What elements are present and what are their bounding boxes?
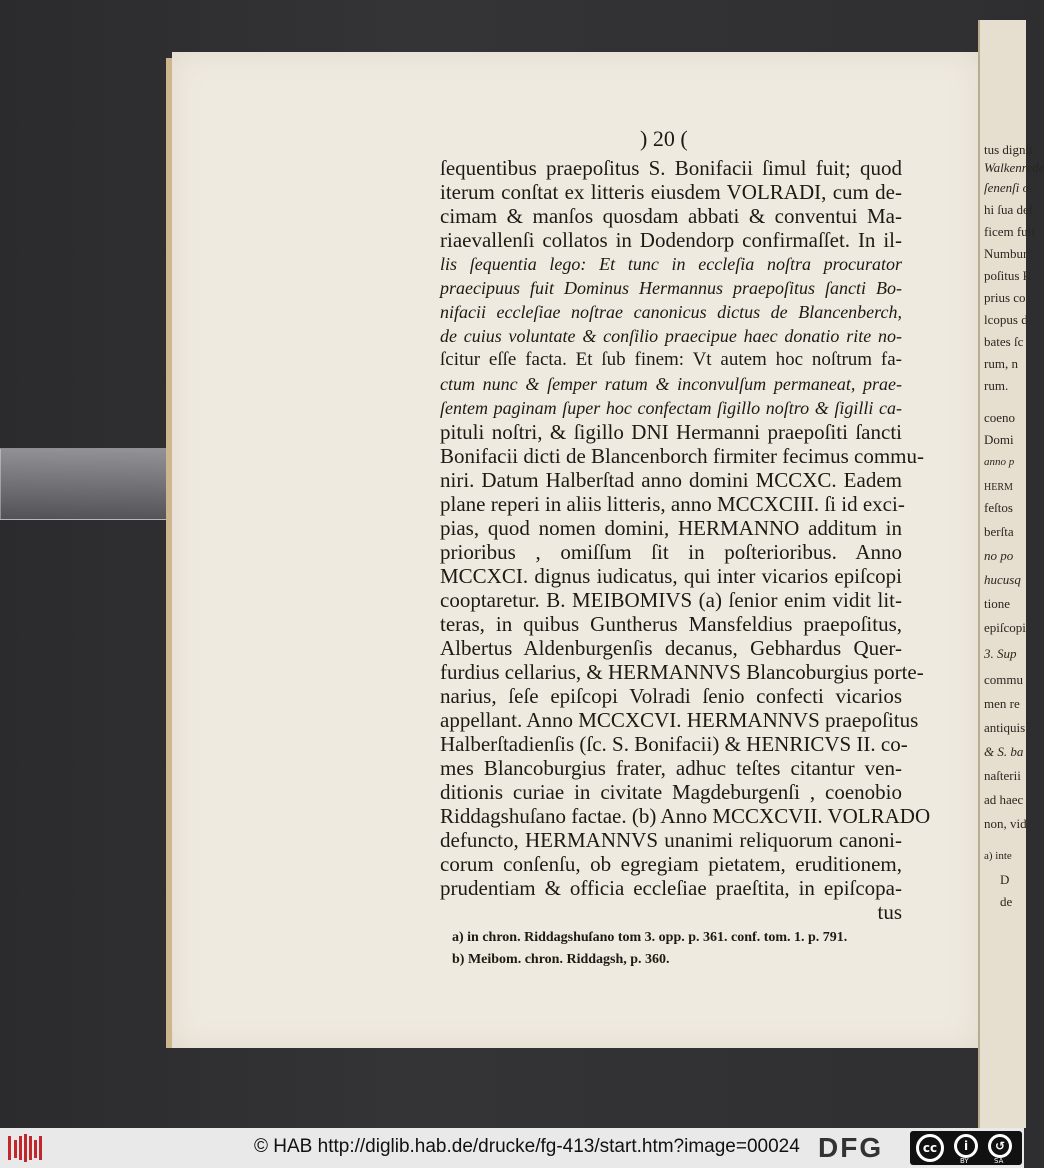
facing-page [978,20,1044,1128]
facing-text-line: Numbur [984,246,1028,261]
facing-text-line: epiſcopi [984,620,1026,635]
text-line: pituli noſtri, & ſigillo DNI Hermanni praepoſiti ſancti [440,420,902,444]
text-line: mes Blancoburgius frater, adhuc teſtes citantur ven- [440,756,902,780]
text-line: ſcitur eſſe facta. Et ſub finem: Vt autem hoc noſtrum fa- [440,349,902,370]
facing-text-line: tione [984,596,1010,611]
text-line: cooptaretur. B. MEIBOMIVS (a) ſenior enim vidit lit- [440,588,902,612]
facing-text-line: a) inte [984,850,1012,862]
viewer-footer [0,1128,1024,1168]
text-line: corum conſenſu, ob egregiam pietatem, eruditionem, [440,852,902,876]
text-line: ſequentibus praepoſitus S. Bonifacii ſimul fuit; quod [440,156,902,180]
text-line: furdius cellarius, & HERMANNVS Blancoburgius porte- [440,660,924,684]
facing-text-line: non, vid [984,816,1027,831]
facing-text-line: hi ſua def [984,202,1034,217]
facing-text-line: HERM [984,482,1013,493]
facing-text-line: hucusq [984,572,1021,587]
text-line: prudentiam & officia eccleſiae praeſtita, in epiſcopa- [440,876,902,900]
text-line: riaevallenſi collatos in Dodendorp confirmaſſet. In il- [440,228,902,252]
text-line: ſentem paginam ſuper hoc confectam ſigillo noſtro & ſigilli ca- [440,398,902,418]
text-line: prioribus , omiſſum ſit in poſterioribus. Anno [440,540,902,564]
dfg-logo: DFG [818,1132,884,1163]
footnote-b: b) Meibom. chron. Riddagsh, p. 360. [452,952,670,967]
facing-text-line: anno p [984,456,1015,468]
by-label: BY [960,1157,969,1165]
text-line: Riddagshuſano factae. (b) Anno MCCXCVII. VOLRADO [440,804,931,828]
facing-text-line: men re [984,696,1020,711]
facing-text-line: naſterii [984,768,1021,783]
facing-text-line: 3. Sup [984,646,1017,661]
text-line: ctum nunc & ſemper ratum & inconvulſum permaneat, prae- [440,374,902,394]
page-header: ) 20 ( [640,126,688,151]
facing-text-line: Walkenrede [984,160,1044,175]
footnote-a: a) in chron. Riddagshuſano tom 3. opp. p. 361. conf. tom. 1. p. 791. [452,930,848,945]
facing-text-line: ſenenſi o. [984,180,1033,195]
text-line: lis ſequentia lego: Et tunc in eccleſia noſtra procurator [440,254,902,274]
facing-text-line: lcopus d [984,312,1028,327]
sa-icon: ↺ [988,1134,1012,1158]
text-line: ditionis curiae in civitate Magdeburgenſi , coenobio [440,780,902,804]
cc-license-icon[interactable] [910,1131,1022,1165]
catchword: tus [877,900,902,924]
text-line: MCCXCI. dignus iudicatus, qui inter vicarios epiſcopi [440,564,902,588]
facing-text-line: de [1000,894,1013,909]
copyright-url[interactable]: © HAB http://diglib.hab.de/drucke/fg-413/start.htm?image=00024 [254,1136,800,1157]
facing-text-line: Domi [984,432,1014,447]
facing-text-line: antiquis [984,720,1026,735]
text-line: niri. Datum Halberſtad anno domini MCCXC. Eadem [440,468,902,492]
text-line: cimam & manſos quosdam abbati & conventui Ma- [440,204,902,228]
text-line: Albertus Aldenburgenſis decanus, Gebhardus Quer- [440,636,902,660]
facing-text-line: & S. ba [984,744,1024,759]
text-line: plane reperi in aliis litteris, anno MCCXCIII. ſi id exci- [440,492,905,516]
text-line: appellant. Anno MCCXCVI. HERMANNVS praepoſitus [440,708,919,732]
text-line: narius, ſeſe epiſcopi Volradi ſenio confecti vicarios [440,684,902,708]
facing-text-line: rum. [984,378,1009,393]
text-line: Halberſtadienſis (ſc. S. Bonifacii) & HENRICVS II. co- [440,732,908,756]
facing-text-line: rum, n [984,356,1018,371]
text-line: pias, quod nomen domini, HERMANNO additum in [440,516,902,540]
facing-text-line: bates ſc [984,334,1024,349]
cc-icon: cc [916,1134,944,1162]
hab-logo-icon [4,1132,44,1164]
facing-text-line: ad haec [984,792,1024,807]
text-line: defuncto, HERMANNVS unanimi reliquorum canoni- [440,828,902,852]
facing-text-line: tus dignit [984,142,1033,157]
text-line: iterum conſtat ex litteris eiusdem VOLRADI, cum de- [440,180,902,204]
text-line: Bonifacii dicti de Blancenborch firmiter fecimus commu- [440,444,925,468]
facing-text-line: feſtos [984,500,1013,515]
facing-text-line: D [1000,872,1010,887]
facing-text-line: prius co [984,290,1026,305]
facing-text-line: ficem fuit [984,224,1035,239]
text-line: praecipuus fuit Dominus Hermannus praepoſitus ſancti Bo- [440,278,902,298]
text-line: nifacii eccleſiae noſtrae canonicus dictus de Blancenberch, [440,302,902,322]
facing-text-line: commu [984,672,1023,687]
sa-label: SA [994,1157,1004,1165]
text-line: teras, in quibus Guntherus Mansfeldius praepoſitus, [440,612,902,636]
facing-text-line: no po [984,548,1014,563]
by-icon: i [954,1134,978,1158]
facing-text-line: berſta [984,524,1014,539]
facing-text-line: coeno [984,410,1016,425]
facing-text-line: poſitus R [984,268,1032,283]
text-line: de cuius voluntate & conſilio praecipue haec donatio rite no- [440,326,902,346]
